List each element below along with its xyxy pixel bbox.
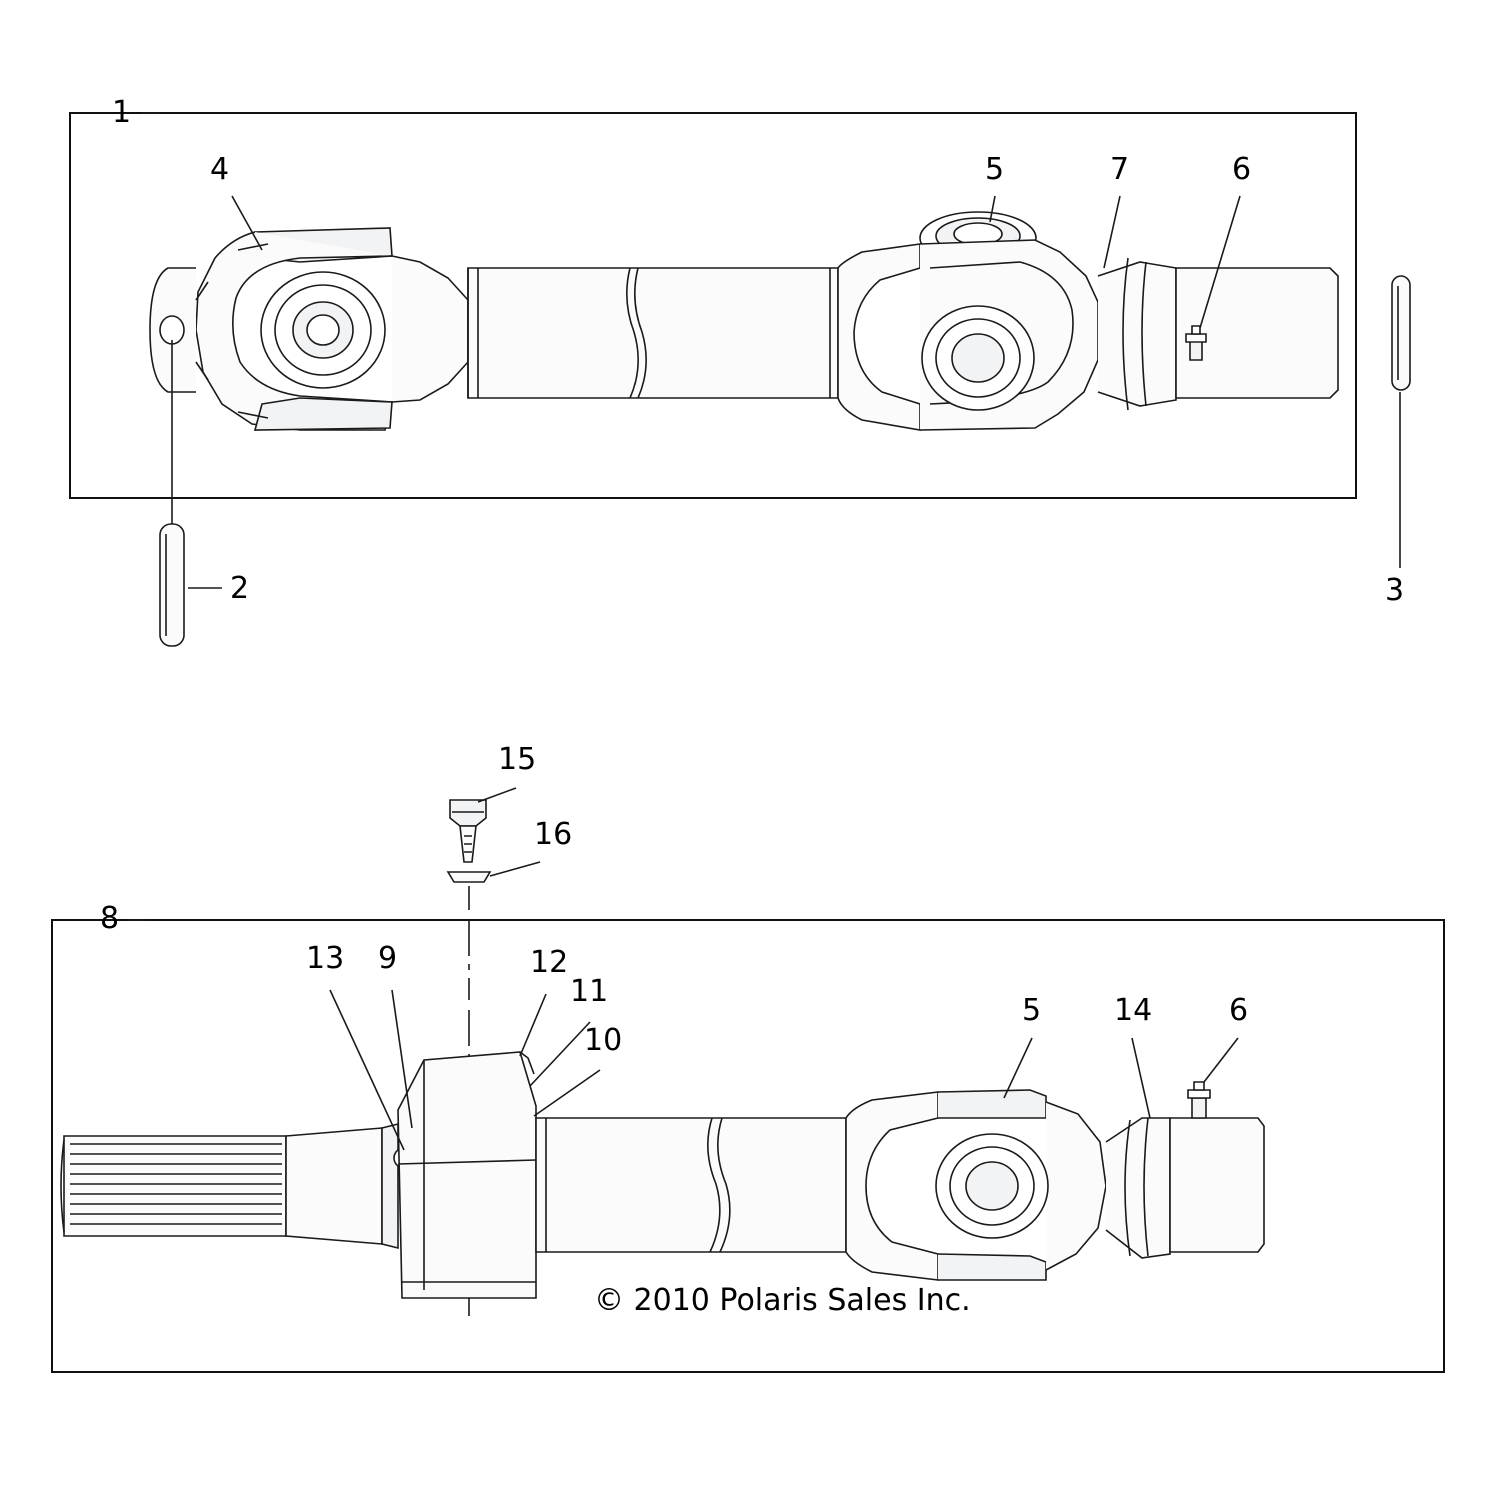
callout-7: 7 [1110,152,1130,187]
callout-13: 13 [306,941,345,976]
callout-9: 9 [378,941,398,976]
callout-3: 3 [1385,573,1405,608]
part-3-pin [1392,276,1410,390]
callout-6: 6 [1232,152,1252,187]
callout-16: 16 [534,817,573,852]
callout-10: 10 [584,1023,623,1058]
part-16-washer [448,872,490,882]
shaft-tube-rear [536,1118,846,1252]
callout-6-rear: 6 [1229,993,1249,1028]
part-2-pin [160,524,184,646]
callout-5-rear: 5 [1022,993,1042,1028]
slip-tube-front [1176,268,1338,398]
callout-14: 14 [1114,993,1153,1028]
callout-2: 2 [230,571,250,606]
part-15-bolt [450,800,486,862]
copyright-notice: © 2010 Polaris Sales Inc. [594,1283,971,1318]
shaft-tube-front [468,268,838,398]
callout-1: 1 [112,95,132,130]
callout-11: 11 [570,974,609,1009]
callout-5: 5 [985,152,1005,187]
callout-15: 15 [498,742,537,777]
callout-12: 12 [530,945,569,980]
part-13-splined-shaft [61,1128,382,1244]
callout-8: 8 [100,901,120,936]
callout-4: 4 [210,152,230,187]
